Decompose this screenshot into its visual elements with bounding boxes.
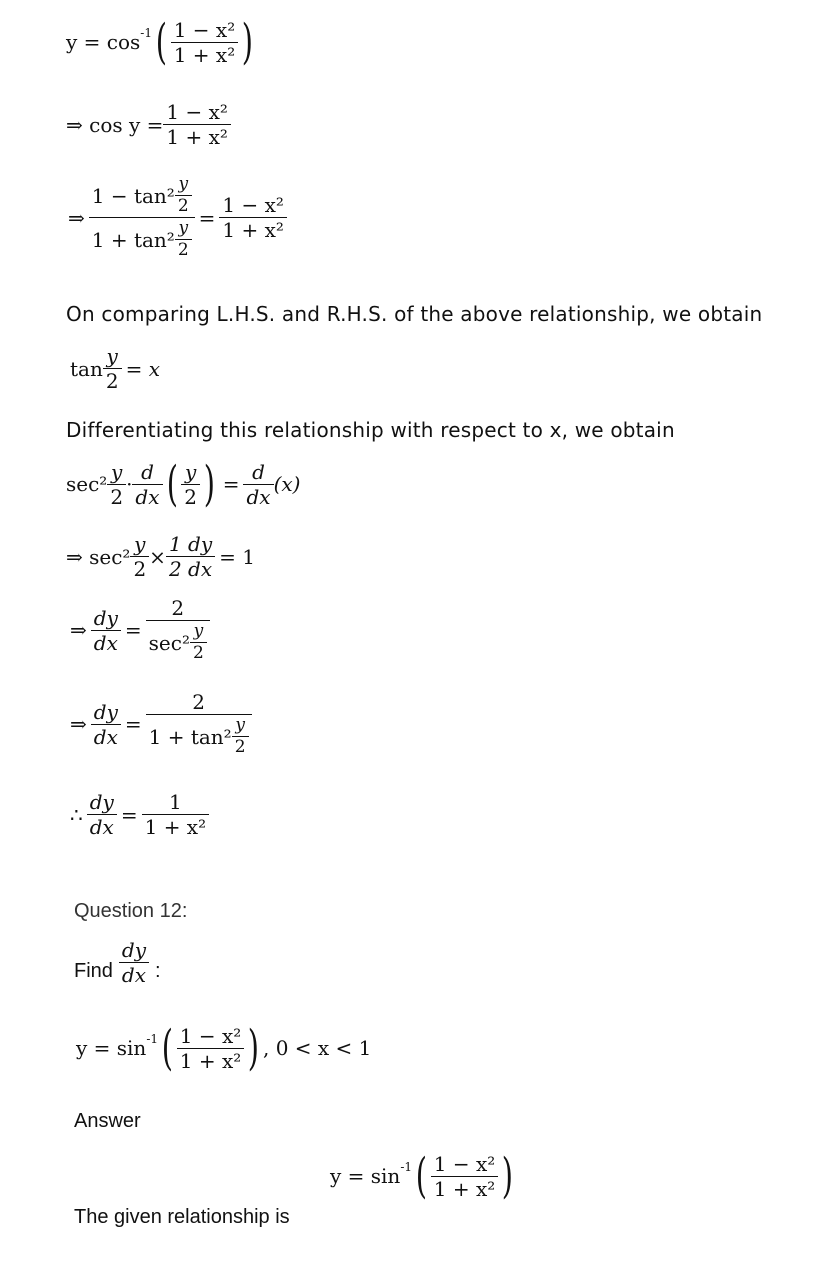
equation-2 [66,102,231,147]
eq2-lhs: ⇒ cos y = [66,112,164,137]
equation-8: ⇒ $\frac{dy}{dx}$ = 2 1 + tan² $\frac{y}{2}$ [66,692,252,756]
eq2-fraction: $\frac{\text{1 − x²}}{\text{1 + x²}}$ [163,102,231,147]
eq1-sup: -1 [140,26,152,40]
equation-6: ⇒ sec² $\frac{y}{2}$ × $\frac{1 dy}{2 dx}$ = 1 [66,532,255,581]
eq3-left-fraction: 1 − tan² $\frac{y}{2}$ 1 + tan² $\frac{y}{2}$ [89,176,195,259]
find-line: Find $\frac{dy}{dx}$ : [74,938,161,987]
equation-3: ⇒ 1 − tan² $\frac{y}{2}$ 1 + tan² $\frac{y}{2}$ = $\frac{\text{1 − x²}}{\text{1 + x²}}$ [64,176,287,259]
given-relationship-text: The given relationship is [74,1206,290,1228]
equation-5: sec² $\frac{y}{2}$ · $\frac{d}{dx}$ ( $\frac{y}{2}$ ) = $\frac{d}{dx}$ (x) [66,456,301,512]
question-heading: Question 12: [74,900,188,922]
equation-1: y = cos -1 ( $\frac{\text{1 − x²}}{\text{1 + x²}}$ ) [66,14,254,70]
eq3-right-fraction: $\frac{\text{1 − x²}}{\text{1 + x²}}$ [219,195,287,240]
differentiation-text: Differentiating this relationship with respect to x, we obtain [66,418,675,442]
equation-9: ∴ $\frac{dy}{dx}$ = $\frac{1}{\text{1 + x²}}$ [66,792,209,837]
equation-11: y = sin -1 ( $\frac{\text{1 − x²}}{\text{1 + x²}}$ ) [330,1148,514,1204]
eq1-fraction: $\frac{\text{1 − x²}}{\text{1 + x²}}$ [171,20,239,65]
eq1-lhs: y = cos [66,30,141,54]
comparison-text: On comparing L.H.S. and R.H.S. of the above relationship, we obtain [66,302,763,326]
equation-4: tan $\frac{y}{2}$ = x [70,344,160,393]
answer-heading: Answer [74,1110,141,1132]
equation-7: ⇒ $\frac{dy}{dx}$ = 2 sec² $\frac{y}{2}$ [66,598,210,662]
equation-10: y = sin -1 ( $\frac{\text{1 − x²}}{\text{1 + x²}}$ ) , 0 < x < 1 [76,1020,372,1076]
